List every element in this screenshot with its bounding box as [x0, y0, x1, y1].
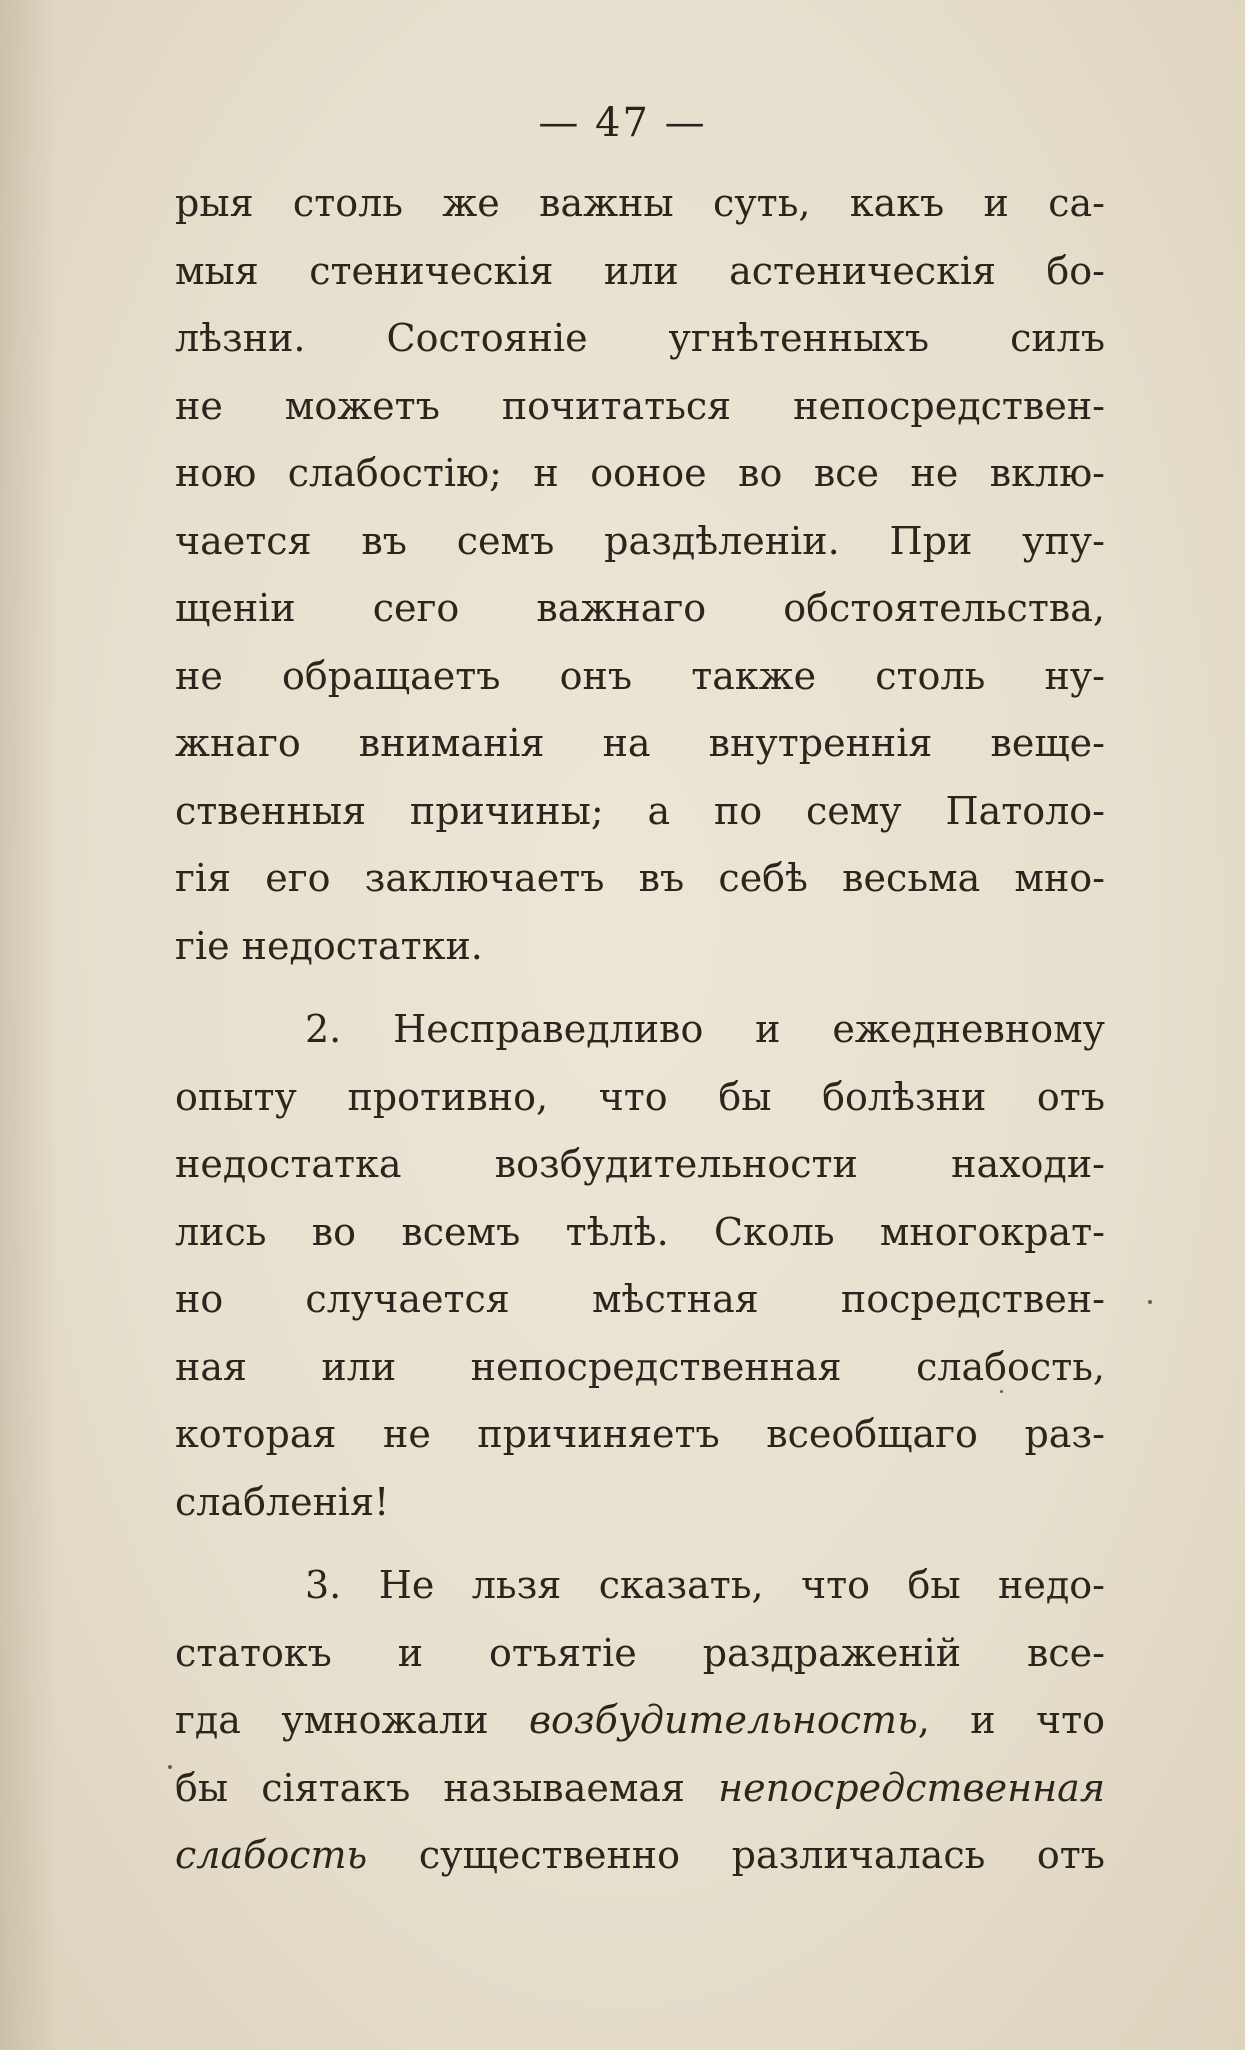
- text-run: гда умножали: [175, 1698, 529, 1742]
- text-line: чается въ семъ раздѣленіи. При упу-: [175, 518, 1105, 563]
- paragraph-1: [175, 170, 1105, 980]
- text-line: но случается мѣстная посредствен-: [175, 1277, 1105, 1321]
- page-number-header: — 47 —: [538, 100, 707, 146]
- italic-term: возбудительность: [528, 1698, 918, 1742]
- text-run: существенно различалась отъ: [367, 1833, 1105, 1877]
- text-line: 2. Несправедливо и ежедневному: [305, 1007, 1105, 1051]
- text-line: мыя стеническія или астеническія бо-: [175, 248, 1105, 293]
- text-line: не можетъ почитаться непосредствен-: [175, 383, 1105, 428]
- text-line: статокъ и отъятіе раздраженій все-: [175, 1630, 1105, 1675]
- text-line: опыту противно, что бы болѣзни отъ: [175, 1074, 1105, 1119]
- text-line: [175, 1822, 1105, 1890]
- text-run: бы сіятакъ называемая: [175, 1765, 719, 1810]
- text-line: недостатка возбудительности находи-: [175, 1142, 1105, 1186]
- text-line: [175, 1687, 1105, 1755]
- italic-term: слабость: [175, 1833, 368, 1877]
- paper-speck: [1148, 1300, 1152, 1304]
- paragraph-2: [175, 996, 1105, 1536]
- paper-speck: [168, 1765, 172, 1769]
- paragraph-3: [175, 1552, 1105, 1890]
- italic-term: непосредственная: [718, 1765, 1105, 1810]
- text-line: ною слабостію; н ооное во все не вклю-: [175, 451, 1105, 495]
- text-line: [175, 1755, 1105, 1823]
- text-line: ная или непосредственная слабость,: [175, 1344, 1105, 1389]
- text-line: гіе недостатки.: [175, 923, 483, 968]
- text-run: , и что: [917, 1698, 1105, 1742]
- text-line: слабленія!: [175, 1479, 390, 1524]
- page-body-text: [175, 170, 1105, 1890]
- paper-speck: [1000, 1390, 1003, 1393]
- text-line: лѣзни. Состояніе угнѣтенныхъ силъ: [175, 316, 1105, 360]
- text-line: не обращаетъ онъ также столь ну-: [175, 653, 1105, 698]
- text-line: которая не причиняетъ всеобщаго раз-: [175, 1412, 1105, 1456]
- text-line: жнаго вниманія на внутреннія веще-: [175, 721, 1105, 765]
- text-line: щеніи сего важнаго обстоятельства,: [175, 586, 1105, 630]
- text-line: рыя столь же важны суть, какъ и са-: [175, 181, 1105, 225]
- text-line: 3. Не льзя сказать, что бы недо-: [305, 1563, 1105, 1607]
- text-line: лись во всемъ тѣлѣ. Сколь многократ-: [175, 1209, 1105, 1254]
- text-line: гія его заключаетъ въ себѣ весьма мно-: [175, 856, 1105, 900]
- text-line: ственныя причины; а по сему Патоло-: [175, 788, 1105, 833]
